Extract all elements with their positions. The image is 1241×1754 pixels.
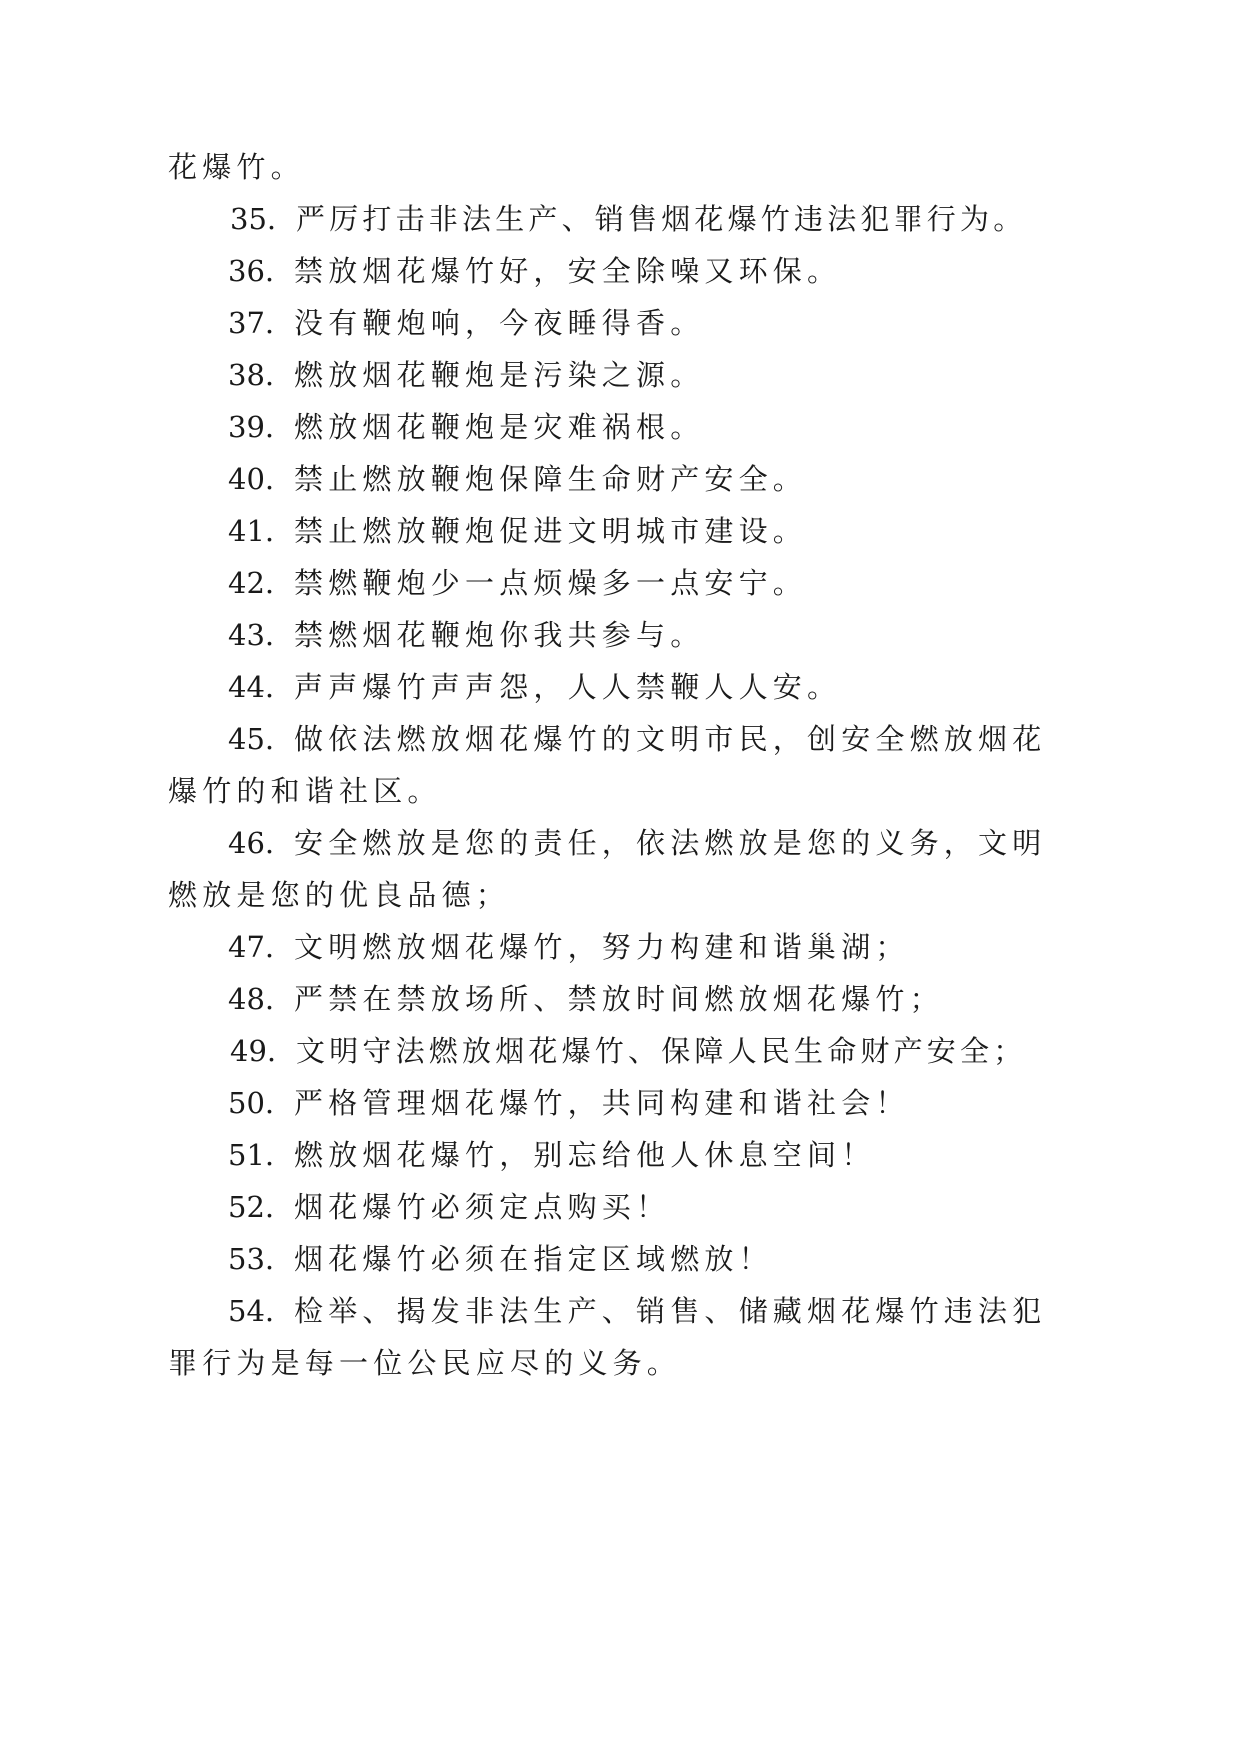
list-item — [228, 563, 807, 603]
line-text: 燃放烟花鞭炮是灾难祸根。 — [294, 410, 705, 444]
line-text: 禁燃烟花鞭炮你我共参与。 — [294, 618, 705, 652]
list-item — [228, 407, 704, 447]
line-text: 禁止燃放鞭炮保障生命财产安全。 — [294, 462, 808, 496]
line-text: 文明燃放烟花爆竹，努力构建和谐巢湖； — [294, 930, 910, 964]
item-number: 42. — [228, 566, 275, 600]
item-number: 39. — [228, 410, 275, 444]
item-number: 43. — [228, 618, 275, 652]
item-number: 45. — [228, 722, 275, 756]
line-text: 烟花爆竹必须定点购买！ — [294, 1190, 671, 1224]
item-number: 53. — [228, 1242, 275, 1276]
list-item — [228, 719, 1046, 759]
line-text: 做依法燃放烟花爆竹的文明市民，创安全燃放烟花 — [294, 722, 1047, 756]
list-item-continuation — [168, 875, 510, 915]
list-item — [228, 1083, 910, 1123]
item-number: 38. — [228, 358, 275, 392]
line-text: 禁止燃放鞭炮促进文明城市建设。 — [294, 514, 808, 548]
list-item-continuation — [168, 1343, 681, 1383]
item-number: 48. — [228, 982, 275, 1016]
line-text: 烟花爆竹必须在指定区域燃放！ — [294, 1242, 773, 1276]
list-item — [228, 251, 841, 291]
line-text: 罪行为是每一位公民应尽的义务。 — [168, 1346, 682, 1380]
line-text: 燃放烟花爆竹，别忘给他人休息空间！ — [294, 1138, 876, 1172]
line-text: 禁燃鞭炮少一点烦燥多一点安宁。 — [294, 566, 808, 600]
item-number: 44. — [228, 670, 275, 704]
item-number: 40. — [228, 462, 275, 496]
item-number: 47. — [228, 930, 275, 964]
text-line — [168, 147, 305, 187]
line-text: 燃放烟花鞭炮是污染之源。 — [294, 358, 705, 392]
item-number: 46. — [228, 826, 275, 860]
list-item — [228, 667, 841, 707]
list-item — [228, 511, 807, 551]
list-item — [228, 459, 807, 499]
item-number: 50. — [228, 1086, 275, 1120]
list-item — [228, 1187, 670, 1227]
list-item — [228, 1291, 1046, 1331]
line-text: 文明守法燃放烟花爆竹、保障人民生命财产安全； — [296, 1034, 1027, 1068]
line-text: 爆竹的和谐社区。 — [168, 774, 442, 808]
list-item — [228, 979, 944, 1019]
list-item — [230, 1031, 1026, 1071]
list-item — [228, 355, 704, 395]
list-item — [228, 303, 704, 343]
line-text: 严格管理烟花爆竹，共同构建和谐社会！ — [294, 1086, 910, 1120]
item-number: 54. — [228, 1294, 275, 1328]
line-text: 安全燃放是您的责任，依法燃放是您的义务，文明 — [294, 826, 1047, 860]
list-item — [228, 1239, 773, 1279]
item-number: 51. — [228, 1138, 275, 1172]
item-number: 37. — [228, 306, 275, 340]
item-number: 52. — [228, 1190, 275, 1224]
list-item — [228, 927, 910, 967]
list-item — [228, 615, 704, 655]
item-number: 49. — [230, 1034, 277, 1068]
line-text: 禁放烟花爆竹好，安全除噪又环保。 — [294, 254, 842, 288]
line-text: 严禁在禁放场所、禁放时间燃放烟花爆竹； — [294, 982, 944, 1016]
line-text: 声声爆竹声声怨，人人禁鞭人人安。 — [294, 670, 842, 704]
item-number: 41. — [228, 514, 275, 548]
line-text: 检举、揭发非法生产、销售、储藏烟花爆竹违法犯 — [294, 1294, 1047, 1328]
list-item — [228, 823, 1046, 863]
list-item-continuation — [168, 771, 442, 811]
line-text: 花爆竹。 — [168, 150, 305, 184]
line-text: 燃放是您的优良品德； — [168, 878, 511, 912]
line-text: 严厉打击非法生产、销售烟花爆竹违法犯罪行为。 — [296, 202, 1027, 236]
item-number: 35. — [230, 202, 277, 236]
item-number: 36. — [228, 254, 275, 288]
list-item — [228, 1135, 875, 1175]
list-item — [230, 199, 1026, 239]
line-text: 没有鞭炮响，今夜睡得香。 — [294, 306, 705, 340]
